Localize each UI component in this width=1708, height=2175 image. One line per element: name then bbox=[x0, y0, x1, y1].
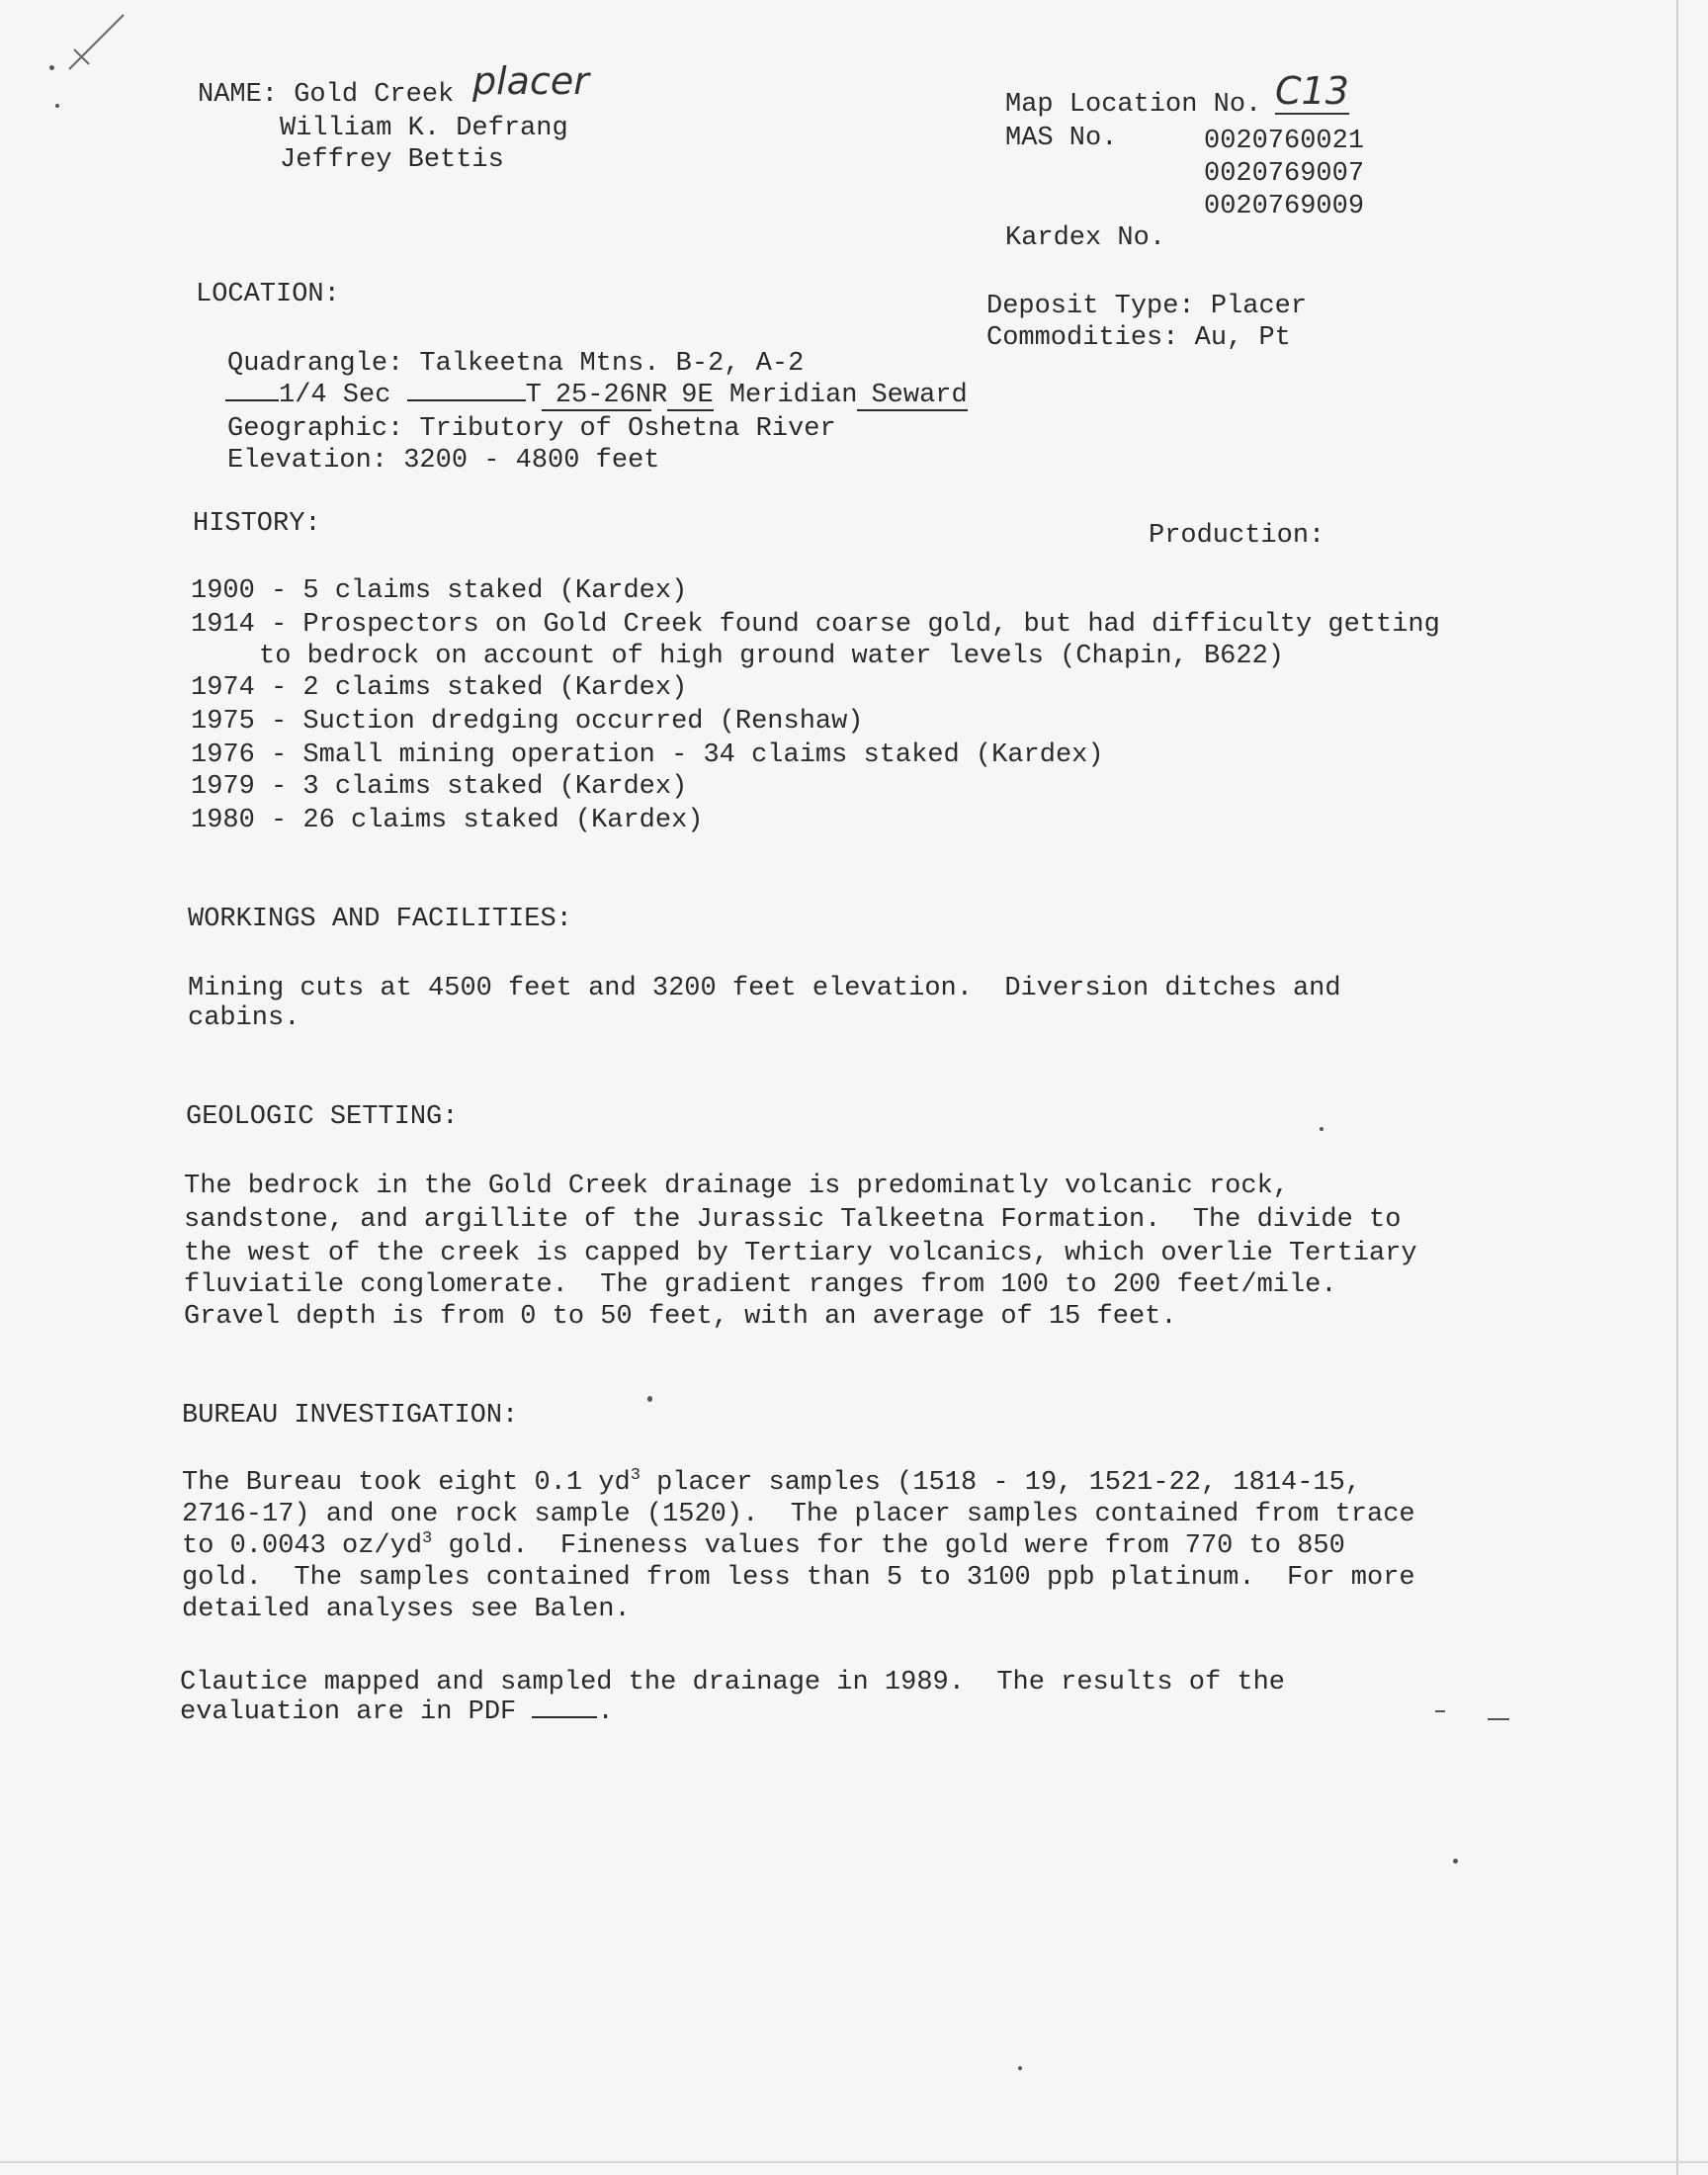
meridian-value: Seward bbox=[857, 382, 967, 411]
r-value: 9E bbox=[667, 382, 713, 411]
bureau-text bbox=[180, 1696, 614, 1728]
history-entry: 1900 - 5 claims staked (Kardex) bbox=[191, 576, 688, 606]
workings-heading: WORKINGS AND FACILITIES: bbox=[188, 905, 572, 934]
geologic-heading: GEOLOGIC SETTING: bbox=[186, 1102, 459, 1132]
speck bbox=[49, 65, 54, 70]
handwritten-map-location: C13 bbox=[1275, 69, 1349, 113]
history-entry: 1976 - Small mining operation - 34 claims staked (Kardex) bbox=[191, 740, 1104, 770]
geologic-text: fluviatile conglomerate. The gradient ranges from 100 to 200 feet/mile. bbox=[184, 1270, 1337, 1300]
bureau-heading: BUREAU INVESTIGATION: bbox=[182, 1401, 519, 1431]
location-heading: LOCATION: bbox=[196, 280, 340, 309]
production-label: Production: bbox=[1149, 521, 1325, 551]
page-edge-right bbox=[1676, 0, 1678, 2175]
handwritten-placer: placer bbox=[472, 59, 589, 103]
kardex-label: Kardex No. bbox=[1005, 223, 1166, 253]
elevation: Elevation: 3200 - 4800 feet bbox=[227, 446, 660, 476]
name-line bbox=[198, 79, 454, 111]
t-label: T bbox=[525, 381, 542, 410]
t-value: 25-26N bbox=[542, 382, 651, 411]
geographic: Geographic: Tributory of Oshetna River bbox=[227, 414, 836, 444]
geologic-text: Gravel depth is from 0 to 50 feet, with an average of 15 feet. bbox=[184, 1302, 1177, 1332]
speck bbox=[1018, 2066, 1022, 2070]
quadrangle: Quadrangle: Talkeetna Mtns. B-2, A-2 bbox=[227, 349, 805, 379]
deposit-type: Deposit Type: Placer bbox=[986, 292, 1308, 321]
superscript-3: 3 bbox=[630, 1466, 640, 1485]
bureau-text bbox=[182, 1467, 1361, 1499]
pdf-blank bbox=[532, 1716, 597, 1718]
geologic-text: the west of the creek is capped by Tertiary volcanics, which overlie Tertiary bbox=[184, 1239, 1417, 1268]
bureau-text-part: gold. Fineness values for the gold were from 770 to 850 bbox=[432, 1531, 1345, 1561]
bureau-text: 2716-17) and one rock sample (1520). The placer samples contained from trace bbox=[182, 1500, 1415, 1529]
bureau-text-part: to 0.0043 oz/yd bbox=[182, 1531, 423, 1561]
meridian-label: Meridian bbox=[728, 381, 858, 410]
owner-1: William K. Defrang bbox=[280, 114, 568, 143]
mas-number: 0020769007 bbox=[1204, 159, 1365, 189]
name-value: Gold Creek bbox=[294, 80, 455, 110]
owner-2: Jeffrey Bettis bbox=[280, 145, 504, 175]
speck bbox=[1320, 1127, 1324, 1131]
bureau-text-part: . bbox=[597, 1697, 614, 1727]
commodities: Commodities: Au, Pt bbox=[986, 323, 1291, 353]
speck bbox=[1488, 1718, 1509, 1720]
history-entry: 1975 - Suction dredging occurred (Renshaw) bbox=[191, 707, 864, 737]
history-entry: to bedrock on account of high ground water levels (Chapin, B622) bbox=[259, 642, 1284, 671]
history-entry: 1914 - Prospectors on Gold Creek found coarse gold, but had difficulty getting bbox=[191, 610, 1440, 640]
bureau-text: Clautice mapped and sampled the drainage in 1989. The results of the bbox=[180, 1668, 1285, 1697]
speck bbox=[1435, 1710, 1445, 1712]
bureau-text-part: The Bureau took eight 0.1 yd bbox=[182, 1468, 631, 1498]
superscript-3: 3 bbox=[422, 1529, 433, 1548]
bureau-text-part: placer samples (1518 - 19, 1521-22, 1814-15, bbox=[640, 1468, 1362, 1498]
bureau-text bbox=[182, 1530, 1345, 1562]
workings-text: Mining cuts at 4500 feet and 3200 feet elevation. Diversion ditches and bbox=[188, 974, 1341, 1003]
bureau-text: gold. The samples contained from less than 5 to 3100 ppb platinum. For more bbox=[182, 1563, 1415, 1593]
workings-text: cabins. bbox=[188, 1003, 300, 1033]
mas-label: MAS No. bbox=[1005, 124, 1118, 153]
page-edge-bottom bbox=[0, 2161, 1708, 2163]
quarter-sec-label: 1/4 Sec bbox=[279, 381, 391, 410]
map-location-label: Map Location No. bbox=[1005, 90, 1262, 120]
history-heading: HISTORY: bbox=[193, 509, 321, 539]
mas-number: 0020760021 bbox=[1204, 127, 1365, 156]
speck bbox=[647, 1396, 652, 1402]
geologic-text: sandstone, and argillite of the Jurassic Talkeetna Formation. The divide to bbox=[184, 1205, 1402, 1235]
history-entry: 1979 - 3 claims staked (Kardex) bbox=[191, 772, 688, 802]
geologic-text: The bedrock in the Gold Creek drainage is predominatly volcanic rock, bbox=[184, 1172, 1289, 1201]
history-entry: 1974 - 2 claims staked (Kardex) bbox=[191, 673, 688, 703]
r-label: R bbox=[651, 381, 668, 410]
speck bbox=[1453, 1859, 1458, 1864]
name-label: NAME: bbox=[198, 80, 279, 110]
bureau-text-part: evaluation are in PDF bbox=[180, 1697, 533, 1727]
history-entry: 1980 - 26 claims staked (Kardex) bbox=[191, 806, 704, 835]
mas-number: 0020769009 bbox=[1204, 192, 1365, 221]
scribble-mark bbox=[30, 10, 138, 119]
speck bbox=[55, 104, 59, 108]
bureau-text: detailed analyses see Balen. bbox=[182, 1595, 631, 1624]
plss-line bbox=[225, 380, 968, 411]
